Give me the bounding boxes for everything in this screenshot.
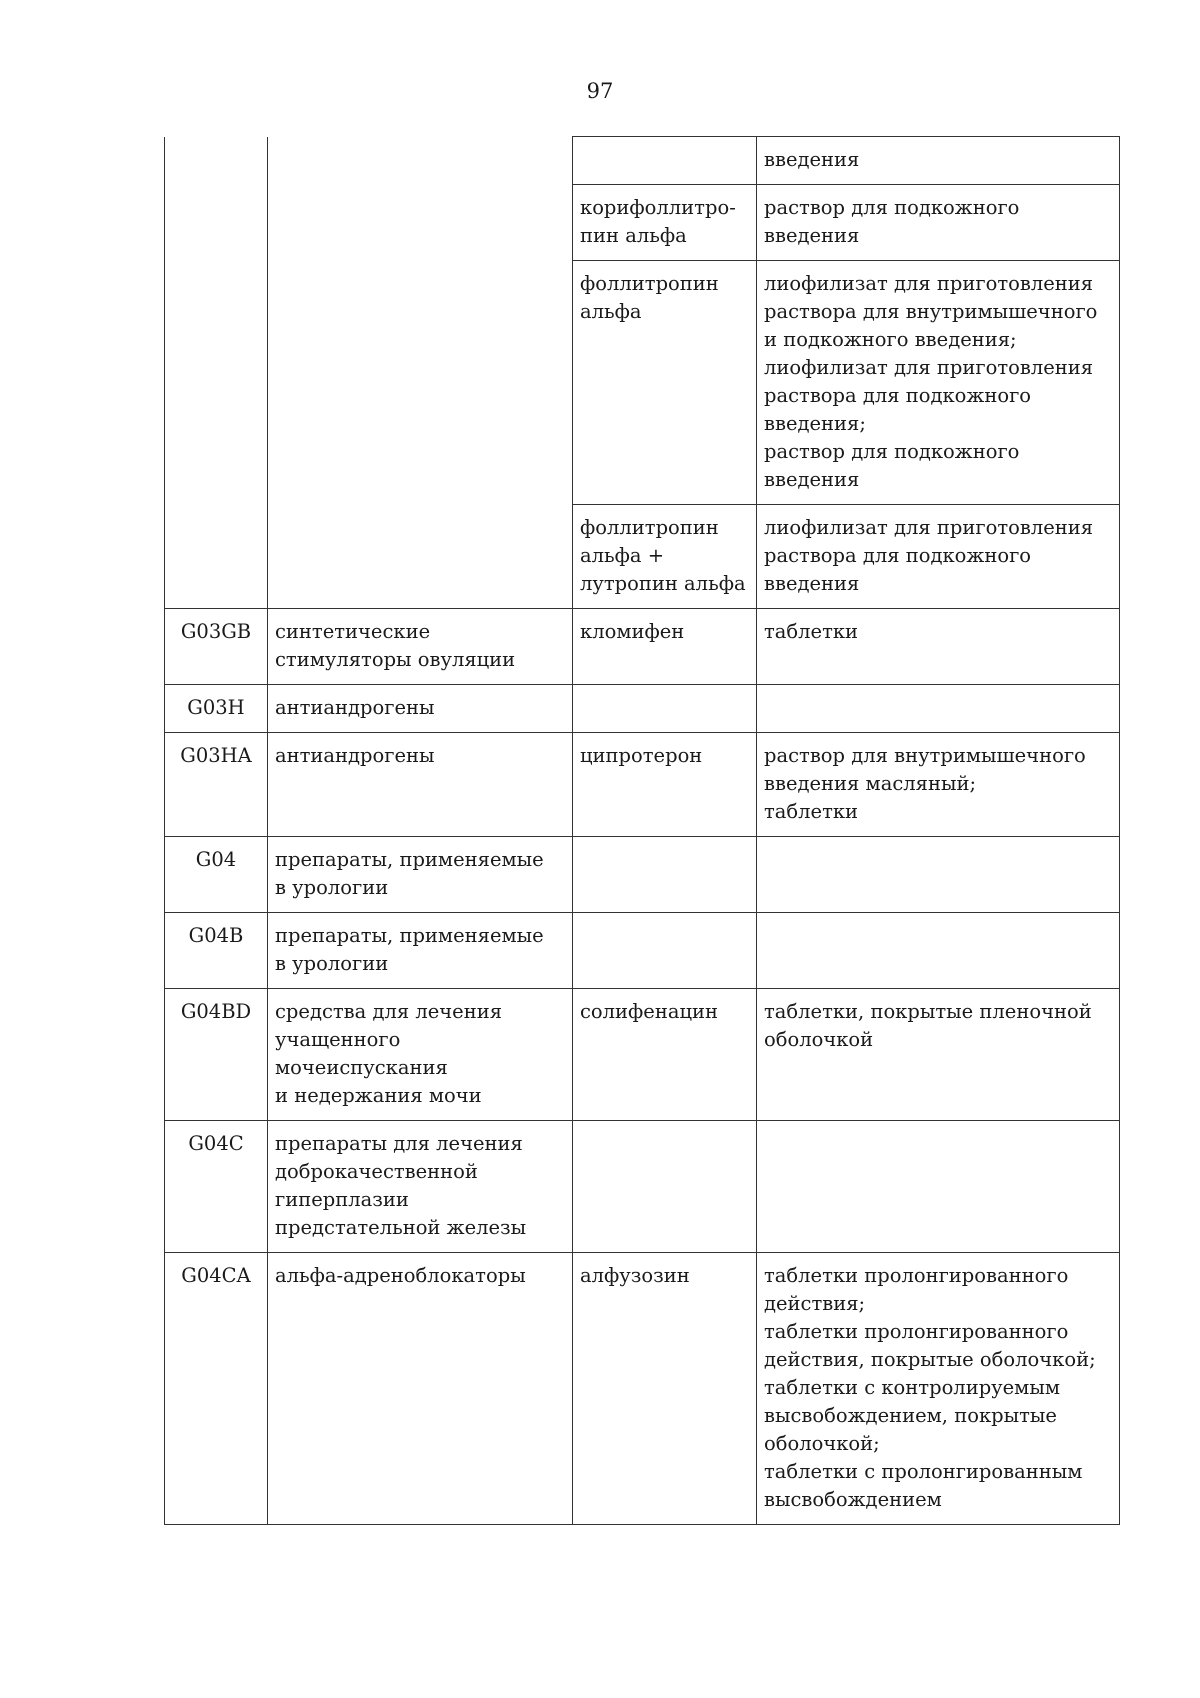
table-row — [165, 261, 1120, 505]
atc-code-cell: G03GB — [165, 609, 268, 685]
table-row — [165, 185, 1120, 261]
group-name-cell: антиандрогены — [268, 733, 573, 837]
table-row — [165, 913, 1120, 989]
atc-code-cell — [165, 261, 268, 505]
dosage-form-cell: таблетки пролонгированного действия; таблетки пролонгированного действия, покрытые оболочкой; таблетки с контролируемым высвобождением, покрытые оболочкой; таблетки с пролонгированным высвобождением — [757, 1253, 1120, 1525]
dosage-form-cell: таблетки, покрытые пленочной оболочкой — [757, 989, 1120, 1121]
drug-name-cell — [573, 837, 757, 913]
table-row — [165, 137, 1120, 185]
group-name-cell: средства для лечения учащенного мочеиспускания и недержания мочи — [268, 989, 573, 1121]
group-name-cell — [268, 261, 573, 505]
table-row — [165, 989, 1120, 1121]
dosage-form-cell: раствор для внутримышечного введения масляный; таблетки — [757, 733, 1120, 837]
group-name-cell: антиандрогены — [268, 685, 573, 733]
page-number: 97 — [586, 79, 614, 103]
group-name-cell: препараты для лечения доброкачественной гиперплазии предстательной железы — [268, 1121, 573, 1253]
dosage-form-cell — [757, 685, 1120, 733]
drug-name-cell — [573, 913, 757, 989]
dosage-form-cell — [757, 1121, 1120, 1253]
atc-code-cell: G04CA — [165, 1253, 268, 1525]
table-row — [165, 1121, 1120, 1253]
atc-code-cell — [165, 505, 268, 609]
group-name-cell — [268, 185, 573, 261]
drug-name-cell: солифенацин — [573, 989, 757, 1121]
table-row — [165, 733, 1120, 837]
table-row — [165, 505, 1120, 609]
group-name-cell — [268, 505, 573, 609]
drug-name-cell: ципротерон — [573, 733, 757, 837]
drug-name-cell: корифоллитро- пин альфа — [573, 185, 757, 261]
group-name-cell — [268, 137, 573, 185]
dosage-form-cell — [757, 837, 1120, 913]
table-row — [165, 1253, 1120, 1525]
atc-code-cell: G03HA — [165, 733, 268, 837]
atc-code-cell: G04B — [165, 913, 268, 989]
dosage-form-cell: таблетки — [757, 609, 1120, 685]
drug-name-cell: алфузозин — [573, 1253, 757, 1525]
atc-code-cell: G04 — [165, 837, 268, 913]
dosage-form-cell — [757, 913, 1120, 989]
drug-table — [164, 136, 1120, 1525]
atc-code-cell — [165, 137, 268, 185]
drug-name-cell: фоллитропин альфа — [573, 261, 757, 505]
drug-name-cell — [573, 137, 757, 185]
dosage-form-cell: введения — [757, 137, 1120, 185]
atc-code-cell: G04C — [165, 1121, 268, 1253]
group-name-cell: синтетические стимуляторы овуляции — [268, 609, 573, 685]
table-row — [165, 685, 1120, 733]
drug-name-cell — [573, 685, 757, 733]
atc-code-cell: G03H — [165, 685, 268, 733]
atc-code-cell — [165, 185, 268, 261]
group-name-cell: препараты, применяемые в урологии — [268, 837, 573, 913]
dosage-form-cell: раствор для подкожного введения — [757, 185, 1120, 261]
table-row — [165, 837, 1120, 913]
group-name-cell: препараты, применяемые в урологии — [268, 913, 573, 989]
drug-name-cell: фоллитропин альфа + лутропин альфа — [573, 505, 757, 609]
drug-name-cell: кломифен — [573, 609, 757, 685]
dosage-form-cell: лиофилизат для приготовления раствора для внутримышечного и подкожного введения; лиофилизат для приготовления раствора для подкожного введения; раствор для подкожного введения — [757, 261, 1120, 505]
group-name-cell: альфа-адреноблокаторы — [268, 1253, 573, 1525]
atc-code-cell: G04BD — [165, 989, 268, 1121]
table-row — [165, 609, 1120, 685]
drug-name-cell — [573, 1121, 757, 1253]
dosage-form-cell: лиофилизат для приготовления раствора для подкожного введения — [757, 505, 1120, 609]
